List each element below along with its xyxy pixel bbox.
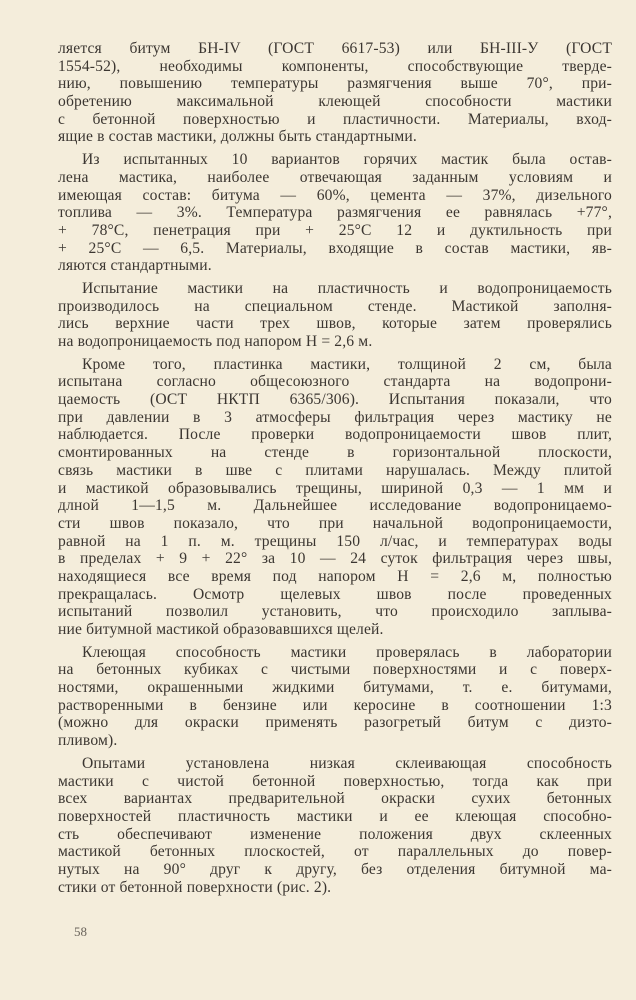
- text-line: пливом).: [58, 732, 118, 750]
- text-line: поверхностей пластичность мастики и ее клеющая способно-: [58, 807, 612, 825]
- text-line: производилось на специальном стенде. Мастикой заполня-: [58, 297, 612, 315]
- text-line: Испытание мастики на пластичность и водопроницаемость: [82, 279, 612, 297]
- text-line: сть обеспечивают изменение положения двух склеенных: [58, 825, 612, 843]
- text-line: 1554-52), необходимы компоненты, способствующие тверде-: [58, 57, 612, 75]
- text-line: ностями, окрашенными жидкими битумами, т. е. битумами,: [58, 679, 612, 697]
- text-line: лена мастика, наиболее отвечающая заданным условиям и: [58, 168, 612, 186]
- text-line: на водопроницаемость под напором Н = 2,6 м.: [58, 333, 373, 350]
- text-line: ляются стандартными.: [58, 257, 212, 275]
- paragraph: [58, 356, 612, 639]
- text-line: сти швов показало, что при начальной водопроницаемости,: [58, 514, 612, 532]
- text-line: нутых на 90° друг к другу, без отделения битумной ма-: [58, 860, 612, 878]
- text-line: имеющая состав: битума — 60%, цемента — 37%, дизельного: [58, 186, 612, 204]
- text-line: равной на 1 п. м. трещины 150 л/час, и температурах воды: [58, 532, 612, 550]
- text-line: наблюдается. После проверки водопроницаемости швов плит,: [58, 426, 612, 444]
- text-line: цаемость (ОСТ НКТП 6365/306). Испытания показали, что: [58, 391, 612, 409]
- text-line: обретению максимальной клеющей способности мастики: [58, 93, 612, 111]
- text-line: нию, повышению температуры размягчения выше 70°, при-: [58, 75, 612, 93]
- text-line: топлива — 3%. Температура размягчения ее равнялась +77°,: [58, 204, 612, 222]
- text-line: находящиеся все время под напором Н = 2,6 м, полностью: [58, 567, 612, 585]
- text-line: на бетонных кубиках с чистыми поверхностями и с поверх-: [58, 661, 612, 679]
- text-line: Кроме того, пластинка мастики, толщиной 2 см, была: [82, 355, 612, 373]
- text-line: прекращалась. Осмотр щелевых швов после проведенных: [58, 585, 612, 603]
- text-line: в пределах + 9 + 22° за 10 — 24 суток фильтрация через швы,: [58, 550, 612, 568]
- text-line: смонтированных на стенде в горизонтальной плоскости,: [58, 444, 612, 462]
- body-text: [58, 40, 612, 901]
- text-line: связь мастики в шве с плитами нарушалась. Между плитой: [58, 461, 612, 479]
- text-line: Из испытанных 10 вариантов горячих мастик была остав-: [82, 151, 612, 169]
- text-line: мастикой бетонных плоскостей, от параллельных до повер-: [58, 843, 612, 861]
- text-line: + 78°С, пенетрация при + 25°С 12 и дуктильность при: [58, 221, 612, 239]
- paragraph: [58, 280, 612, 351]
- text-line: Клеющая способность мастики проверялась в лаборатории: [82, 643, 612, 661]
- text-line: (можно для окраски применять разогретый битум с дизто-: [58, 714, 612, 732]
- paragraph: [58, 644, 612, 750]
- text-line: + 25°С — 6,5. Материалы, входящие в состав мастики, яв-: [58, 239, 612, 257]
- text-line: испытана согласно общесоюзного стандарта на водопрони-: [58, 373, 612, 391]
- text-line: с бетонной поверхностью и пластичности. Материалы, вход-: [58, 110, 612, 128]
- text-line: длной 1—1,5 м. Дальнейшее исследование водопроницаемо-: [58, 497, 612, 515]
- paragraph: [58, 40, 612, 146]
- text-line: и мастикой образовывались трещины, шириной 0,3 — 1 мм и: [58, 479, 612, 497]
- text-line: всех вариантах предварительной окраски сухих бетонных: [58, 790, 612, 808]
- text-line: испытаний позволил установить, что происходило заплыва-: [58, 603, 612, 621]
- text-line: мастики с чистой бетонной поверхностью, тогда как при: [58, 772, 612, 790]
- text-line: при давлении в 3 атмосферы фильтрация через мастику не: [58, 408, 612, 426]
- text-line: растворенными в бензине или керосине в соотношении 1:3: [58, 696, 612, 714]
- page-number: 58: [74, 924, 87, 939]
- text-line: стики от бетонной поверхности (рис. 2).: [58, 878, 332, 896]
- text-line: ние битумной мастикой образовавшихся щелей.: [58, 621, 384, 638]
- text-line: ляется битум БН-IV (ГОСТ 6617-53) или БН-III-У (ГОСТ: [58, 40, 612, 57]
- text-line: лись верхние части трех швов, которые затем проверялись: [58, 315, 612, 333]
- text-line: ящие в состав мастики, должны быть стандартными.: [58, 128, 417, 146]
- paragraph: [58, 151, 612, 275]
- text-line: Опытами установлена низкая склеивающая способность: [82, 754, 612, 772]
- paragraph: [58, 755, 612, 897]
